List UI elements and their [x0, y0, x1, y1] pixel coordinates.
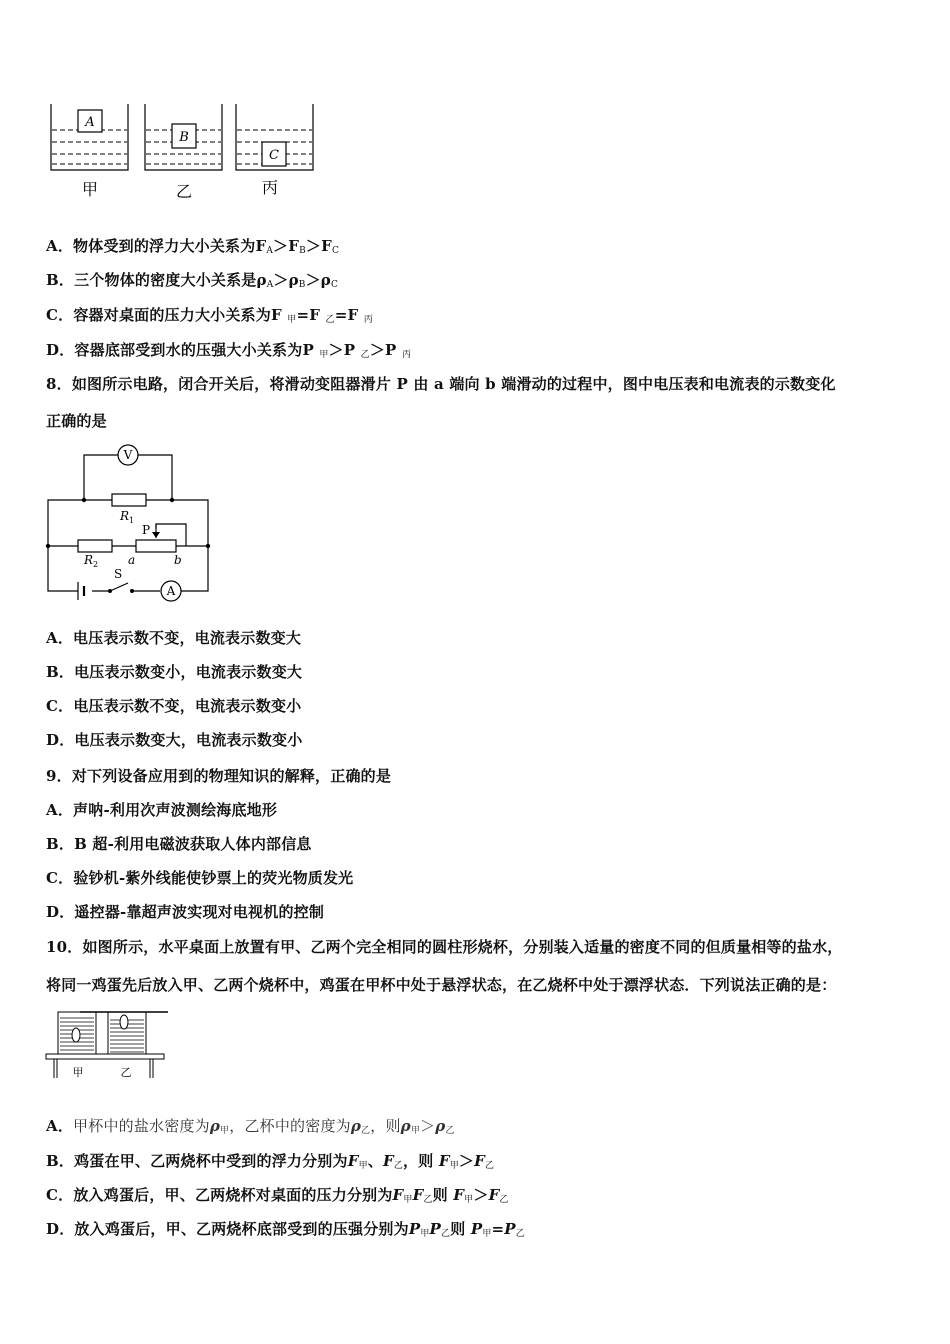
block-a-label: A — [85, 115, 95, 130]
switch-label: S — [114, 567, 123, 581]
q10-stem-line2: 将同一鸡蛋先后放入甲、乙两个烧杯中，鸡蛋在甲杯中处于悬浮状态，在乙烧杯中处于漂浮状态．下列说法正确的是： — [46, 976, 837, 994]
container-caption-bing: 丙 — [261, 178, 279, 197]
block-b-label: B — [179, 130, 189, 145]
block-c-label: C — [269, 148, 279, 163]
q7-option-c: C．容器对桌面的压力大小关系为F $_甲$=F $_乙$=F $_丙$ — [46, 306, 373, 325]
q10-stem-line1: 10．如图所示，水平桌面上放置有甲、乙两个完全相同的圆柱形烧杯，分别装入适量的密度不同的但质量相等的盐水， — [46, 938, 843, 956]
container-caption-jia: 甲 — [81, 180, 99, 199]
q8-option-b: B．电压表示数变小，电流表示数变大 — [46, 663, 303, 681]
container-caption-yi: 乙 — [175, 182, 193, 201]
egg-suspended — [72, 1028, 80, 1042]
q9-option-c: C．验钞机-紫外线能使钞票上的荧光物质发光 — [46, 869, 354, 887]
q9-option-b: B．B 超-利用电磁波获取人体内部信息 — [46, 835, 312, 853]
r1-label: $R_1$ — [120, 509, 135, 525]
beaker-caption-yi: 乙 — [120, 1066, 132, 1079]
q7-option-b: B．三个物体的密度大小关系是$\rho_A>\rho_B>\rho_C$ — [46, 271, 339, 290]
q8-stem-line2: 正确的是 — [46, 412, 107, 430]
egg-floating — [120, 1015, 128, 1029]
ammeter-label: A — [166, 584, 176, 598]
resistor-r1 — [112, 494, 146, 506]
q10-option-b: B．鸡蛋在甲、乙两烧杯中受到的浮力分别为$F_甲$、$F_乙$，则 $F_甲>F_乙$ — [46, 1152, 495, 1171]
slider-label: P — [142, 523, 151, 537]
q8-stem-line1: 8．如图所示电路，闭合开关后，将滑动变阻器滑片 P 由 a 端向 b 端滑动的过程中，图中电压表和电流表的示数变化 — [46, 375, 836, 393]
beakers-figure — [40, 1002, 170, 1084]
voltmeter-label: V — [123, 448, 133, 462]
beaker-caption-jia: 甲 — [72, 1066, 84, 1079]
resistor-r2 — [78, 540, 112, 552]
q8-option-c: C．电压表示数不变，电流表示数变小 — [46, 697, 302, 715]
q7-option-a: A．物体受到的浮力大小关系为$F_A>F_B>F_C$ — [46, 237, 340, 256]
end-b-label: b — [174, 553, 182, 567]
q8-option-d: D．电压表示数变大，电流表示数变小 — [46, 731, 303, 749]
q8-option-a: A．电压表示数不变，电流表示数变大 — [46, 629, 302, 647]
r2-label: $R_2$ — [84, 553, 99, 569]
circuit-figure — [40, 438, 220, 608]
q10-option-c: C．放入鸡蛋后，甲、乙两烧杯对桌面的压力分别为$F_甲F_乙$则 $F_甲>F_乙$ — [46, 1186, 509, 1205]
table-top — [46, 1054, 164, 1059]
end-a-label: a — [128, 553, 136, 567]
q10-option-a: A．甲杯中的盐水密度为$\rho_甲$，乙杯中的密度为$\rho_乙$，则$\rho_甲>\rho_乙$ — [46, 1117, 455, 1136]
containers-figure — [40, 96, 330, 206]
q9-option-d: D．遥控器-靠超声波实现对电视机的控制 — [46, 903, 325, 921]
q9-option-a: A．声呐-利用次声波测绘海底地形 — [46, 801, 278, 819]
q9-stem: 9．对下列设备应用到的物理知识的解释，正确的是 — [46, 767, 392, 785]
q7-option-d: D．容器底部受到水的压强大小关系为P $_甲$＞P $_乙$＞P $_丙$ — [46, 341, 412, 360]
q10-option-d: D．放入鸡蛋后，甲、乙两烧杯底部受到的压强分别为$P_甲P_乙$则 $P_甲=P_乙$ — [46, 1220, 525, 1239]
rheostat — [136, 540, 176, 552]
